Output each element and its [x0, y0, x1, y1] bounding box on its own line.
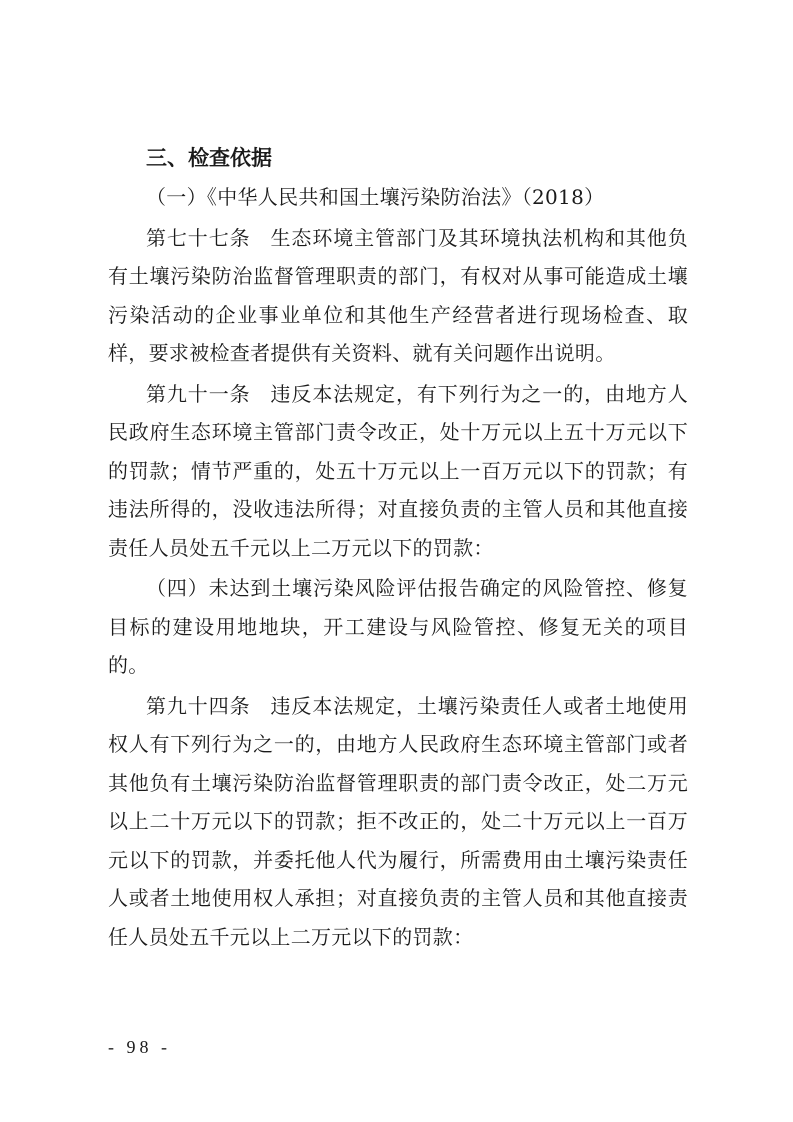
article-94 — [108, 687, 688, 957]
law-title: （一）《中华人民共和国土壤污染防治法》（2018） — [146, 185, 605, 209]
article-91 — [108, 375, 688, 568]
article-text: 生态环境主管部门及其环境执法机构和其他负有土壤污染防治监督管理职责的部门，有权对从事可能造成土壤污染活动的企业事业单位和其他生产经营者进行现场检查、取样，要求被检查者提供有关资料、就有关问题作出说明。 — [108, 225, 689, 365]
article-91-item-4 — [108, 569, 688, 685]
article-77 — [108, 219, 688, 373]
article-text: （四）未达到土壤污染风险评估报告确定的风险管控、修复目标的建设用地地块，开工建设与风险管控、修复无关的项目的。 — [108, 576, 688, 677]
article-number: 第九十四条 — [146, 693, 251, 718]
section-heading: 三、检查依据 — [146, 146, 272, 170]
article-number: 第九十一条 — [146, 381, 251, 406]
article-number: 第七十七条 — [146, 225, 251, 250]
article-text: 违反本法规定，土壤污染责任人或者土地使用权人有下列行为之一的，由地方人民政府生态环境主管部门或者其他负有土壤污染防治监督管理职责的部门责令改正，处二万元以上二十万元以下的罚款；拒不改正的，处二十万元以上一百万元以下的罚款，并委托他人代为履行，所需费用由土壤污染责任人或者土地使用权人承担；对直接负责的主管人员和其他直接责任人员处五千元以上二万元以下的罚款： — [108, 693, 689, 949]
article-text: 违反本法规定，有下列行为之一的，由地方人民政府生态环境主管部门责令改正，处十万元以上五十万元以下的罚款；情节严重的，处五十万元以上一百万元以下的罚款；有违法所得的，没收违法所得；对直接负责的主管人员和其他直接责任人员处五千元以上二万元以下的罚款： — [108, 381, 689, 560]
page-number: - 98 - — [108, 1037, 171, 1057]
document-body — [108, 138, 688, 958]
